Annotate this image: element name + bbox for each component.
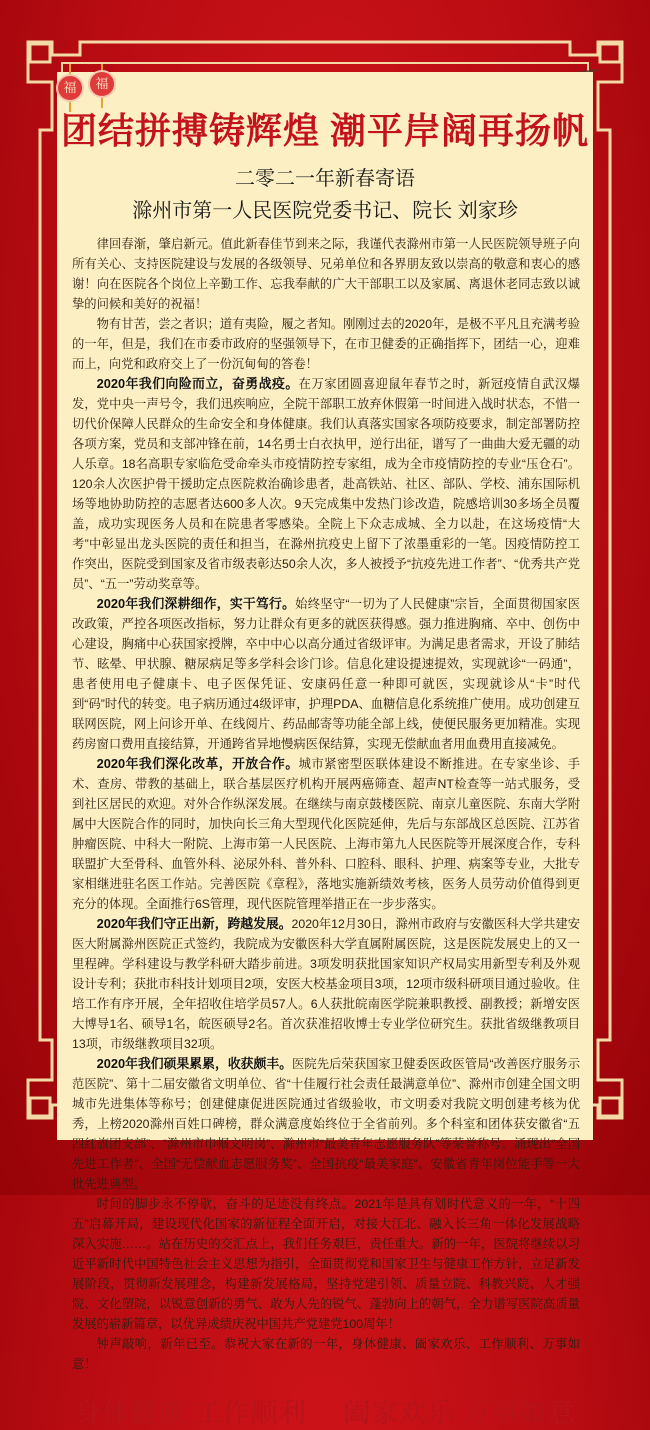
- page-title: 团结拼搏铸辉煌 潮平岸阔再扬帆: [60, 111, 589, 151]
- letter-body: [72, 234, 580, 1374]
- paragraph-text: 医院先后荣获国家卫健委医政医管局“改善医疗服务示范医院”、第十二届安徽省文明单位、省“十佳履行社会责任最满意单位”、滁州市创建全国文明城市先进集体等称号；创建健康促进医院通过省级验收，市文明委对我院文明创建考核为优秀，上榜2020滁州百姓口碑榜，群众满意度始终位于全省前列。多个科室和团体获安徽省“五四红旗团支部”、“滁州市巾帼文明岗”、滁州市“最美青年志愿服务队”等荣誉称号。涌现出“全国先进工作者”、全国“无偿献血志愿服务奖”、全国抗疫“最美家庭”、安徽省青年岗位能手等一大批先进典型。: [72, 1057, 580, 1191]
- slogan-part: 身体健康 工作顺利: [74, 1398, 307, 1428]
- closing-slogan: [0, 1396, 650, 1430]
- paragraph-lead: 2020年我们深耕细作，实干笃行。: [96, 596, 296, 611]
- paragraph: [72, 374, 580, 594]
- author-line: 滁州市第一人民医院党委书记、院长 刘家珍: [132, 200, 518, 222]
- paragraph: [72, 1334, 580, 1374]
- slogan-part: 阖家欢乐 万事如意: [343, 1398, 576, 1428]
- paragraph-lead: 2020年我们深化改革，开放合作。: [96, 756, 299, 771]
- paragraph: [72, 594, 580, 754]
- paragraph-text: 城市紧密型医联体建设不断推进。在专家坐诊、手术、查房、带教的基础上，联合基层医疗机构开展两癌筛查、超声NT检查等一站式服务，受到社区居民的欢迎。对外合作纵深发展。在继续与南京鼓楼医院、南京儿童医院、东南大学附属中大医院合作的同时，加快向长三角大型现代化医院延伸，先后与东部战区总医院、江苏省肿瘤医院、中科大一附院、上海市第一人民医院、上海市第九人民医院等开展深度合作，专科联盟扩大至骨科、血管外科、泌尿外科、普外科、口腔科、眼科、护理、病案等专业，大批专家相继进驻名医工作站。完善医院《章程》，落地实施新绩效考核，医务人员劳动价值得到更充分的体现。全面推行6S管理，现代医院管理举措正在一步步落实。: [72, 757, 580, 911]
- paragraph-text: 物有甘苦，尝之者识；道有夷险，履之者知。刚刚过去的2020年，是极不平凡且充满考验的一年，但是，我们在市委市政府的坚强领导下，在市卫健委的正确指挥下，团结一心，迎难而上，向党和政府交上了一份沉甸甸的答卷！: [72, 317, 580, 371]
- paragraph-text: 律回春渐，肇启新元。值此新春佳节到来之际，我谨代表滁州市第一人民医院领导班子向所有关心、支持医院建设与发展的各级领导、兄弟单位和各界朋友致以崇高的敬意和衷心的感谢！向在医院各个岗位上辛勤工作、忘我奉献的广大干部职工以及家属、离退休老同志致以诚挚的问候和美好的祝福！: [72, 237, 580, 311]
- fu-lantern-icon: 福: [56, 74, 84, 102]
- paragraph-text: 始终坚守“一切为了人民健康”宗旨，全面贯彻国家医改政策，严控各项医改指标，努力让群众有更多的就医获得感。强力推进胸痛、卒中、创伤中心建设，胸痛中心获国家授牌，卒中中心以高分通过省级评审。为满足患者需求，开设了肺结节、眩晕、甲状腺、糖尿病足等多学科会诊门诊。信息化建设提速提效，实现就诊“一码通”，患者使用电子健康卡、电子医保凭证、安康码任意一种即可就医，实现就诊从“卡”时代到“码”时代的转变。电子病历通过4级评审，护理PDA、血糖信息化系统推广使用。成功创建互联网医院，网上问诊开单、在线阅片、药品邮寄等功能全部上线，使便民服务更加精准。实现药房窗口费用直接结算，开通跨省异地慢病医保结算，实现无偿献血者用血费用直接减免。: [72, 597, 580, 751]
- paragraph: [72, 754, 580, 914]
- paragraph-text: 2020年12月30日，滁州市政府与安徽医科大学共建安医大附属滁州医院正式签约，我院成为安徽医科大学直属附属医院，这是医院发展史上的又一里程碑。学科建设与教学科研大踏步前进。3项发明获批国家知识产权局实用新型专利及外观设计专利；获批市科技计划项目2项，安医大校基金项目3项，12项市级科研项目通过验收。住培工作有序开展，全年招收住培学员57人。6人获批皖南医学院兼职教授、副教授；新增安医大博导1名、硕导1名，皖医硕导2名。首次获准招收博士专业学位研究生。获批省级继教项目13项，市级继教项目32项。: [72, 917, 581, 1051]
- paragraph-lead: 2020年我们守正出新，跨越发展。: [96, 916, 292, 931]
- paragraph-text: 在万家团圆喜迎鼠年春节之时，新冠疫情自武汉爆发，党中央一声号令，我们迅疾响应，全院干部职工放弃休假第一时间进入战时状态，不惜一切代价保障人民群众的生命安全和身体健康。我们认真落实国家各项防疫要求，制定部署防控各项方案，党员和支部冲锋在前，14名勇士白衣执甲，逆行出征，谱写了一曲曲大爱无疆的动人乐章。18名高职专家临危受命牵头市疫情防控专家组，成为全市疫情防控的专业“压仓石”。120余人次医护骨干援助定点医院救治确诊患者，赴高铁站、社区、部队、学校、浦东国际机场等地协助防控的志愿者达600多人次。9天完成集中发热门诊改造，院感培训30多场全员覆盖，成功实现医务人员和在院患者零感染。全院上下众志成城、全力以赴，在这场疫情“大考”中彰显出龙头医院的责任和担当，在滁州抗疫史上留下了浓墨重彩的一笔。因疫情防控工作突出，医院受到国家及省市级表彰达50余人次，多人被授予“抗疫先进工作者”、“优秀共产党员”、“五一”劳动奖章等。: [72, 377, 580, 591]
- paragraph: [72, 914, 580, 1054]
- paragraph: [72, 314, 580, 374]
- paragraph-lead: 2020年我们硕果累累，收获颇丰。: [96, 1056, 293, 1071]
- paragraph-lead: 2020年我们向险而立，奋勇战疫。: [96, 376, 299, 391]
- subtitle: 二零二一年新春寄语: [235, 168, 415, 190]
- paragraph-text: 钟声敲响，新年已至。恭祝大家在新的一年，身体健康、阖家欢乐、工作顺利、万事如意！: [72, 1337, 580, 1371]
- letter-content: [72, 234, 580, 1430]
- paragraph: [72, 1194, 580, 1334]
- paragraph-text: 时间的脚步永不停歇，奋斗的足迹没有终点。2021年是具有划时代意义的一年，“十四五”启幕开局，建设现代化国家的新征程全面开启，对接大江北、融入长三角一体化发展战略深入实施……。站在历史的交汇点上，我们任务艰巨，责任重大。新的一年，医院将继续以习近平新时代中国特色社会主义思想为指引，全面贯彻党和国家卫生与健康工作方针，立足新发展阶段，贯彻新发展理念，构建新发展格局，坚持党建引领、质量立院、科教兴院、人才强院、文化塑院，以锐意创新的勇气、敢为人先的锐气、蓬勃向上的朝气，全力谱写医院高质量发展的崭新篇章，以优异成绩庆祝中国共产党建党100周年！: [72, 1197, 580, 1331]
- fu-lantern-icon: 福: [88, 70, 116, 98]
- paragraph: [72, 1054, 580, 1194]
- paragraph: [72, 234, 580, 314]
